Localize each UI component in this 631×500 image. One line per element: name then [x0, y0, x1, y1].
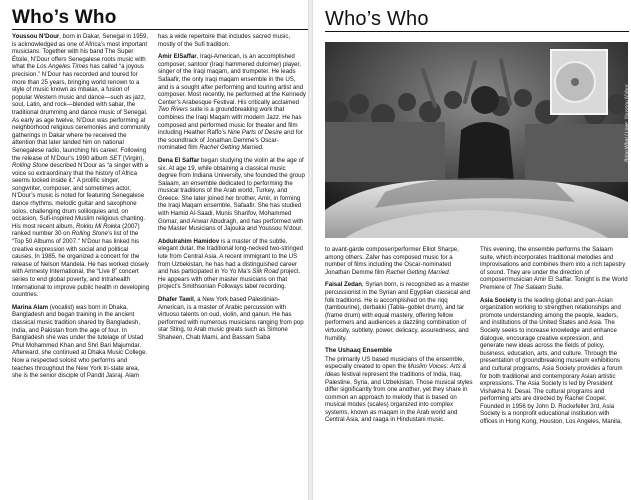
bio-marina-alam: Marina Alam (vocalist) was born in Dhaka, Bangladesh and began training in the ancient classical music tradition shared by Bangladesh, India, and Pakistan from the age of four. In Bangladesh she was under the tutelage of Ustad Phul Mohammed Khan and Shri Bari Majumdar. Afterward, she continued at Dhaka Music College. Now a respected soloist who performs and teaches throughout the New York tri-state area, she is the senior disciple of Pandit Jasraj. Alam	[12, 303, 148, 380]
about-asia-society: Asia Society is the leading global and pan-Asian organization working to strengthen relationships and promote understanding among the people, leaders, and institutions of the United States and Asia. The Society seeks to increase knowledge and enhance dialogue, encourage creative expression, and generate new ideas across the fields of policy, business, education, arts, and culture. Through the presentation of groundbreaking museum exhibitions and cultural programs, Asia Society provides a forum for both traditional and contemporary Asian artistic expressions. The Asia Society is led by President Vishakha N. Desai. The cultural programs and performing arts are directed by Rachel Cooper. Founded in 1956 by John D. Rockefeller 3rd, Asia Society is a nonprofit educational institution with offices in Hong Kong, Houston, Los Angeles, Manila,	[480, 296, 623, 426]
bio-dhafer-tawil: Dhafer Tawil, a New York based Palestinian-American, is a master of Arabic percussion with virtuoso talents on oud, violin, and qanun. He has performed with numerous musicians ranging from pop star Sting, to Arab music greats such as Simone Shaheen, Chab Mami, and Bassam Saba	[158, 296, 304, 341]
bio-abdulrahim-hamidov: Abdulrahim Hamidov is a master of the subtle, elegant dutar, the traditional long-necked two-stringed lute from Central Asia. A recent immigrant to the US from Uzbekistan, he has had a distinguished career and has participated in Yo Yo Ma’s Silk Road project. He appears with other master musicians on that project’s Smithsonian Folkways label recording.	[158, 237, 303, 291]
bio-youssou-ndour: Youssou N’Dour, born in Dakar, Senegal in 1959, is acknowledged as one of Africa’s most important musicians. Together with his band The Super Étoile, N’Dour offers Senegalese roots music with what the Los Angeles Times has called “a joyous precision.” N’Dour has recorded and toured for more than 25 years, bringing world renown to a style of music known as mbalax, a fusion of popular Western music and dance—such as jazz, soul, Latin, and rock—blended with sabar, the traditional drumming and dance music of Senegal. As early as age twelve, N’Dour was performing at neighborhood religious ceremonies and community gatherings in Dakar where he received the attention that later landed him on national Senegalese radio, launching his career. Following the release of N’Dour’s 1990 album SET (Virgin), Rolling Stone described N’Dour as “a singer with a voice so extraordinary that the history of Africa seems locked inside it.” A prolific singer, songwriter, composer, and sometimes actor, N’Dour’s music is noted for featuring Senegalese dance rhythms, melodic guitar and saxophone solos, challenging drum soliloquies and, on occasion, Sufi-inspired Muslim religious chanting. His most recent album, Rokku Mi Rokka (2007) ranked number 30 on Rolling Stone’s list of the “Top 50 Albums of 2007.” N’Dour has linked his creative expression with social and political causes. In 1985, he organized a concert for the release of Nelson Mandela. He has worked closely with Amnesty International, the “Live 8” concert series to end global poverty, and Intrahealth International to improve public health in developing countries.	[12, 33, 150, 299]
right-column-2	[480, 246, 628, 499]
bio-dena-el-saffar: Dena El Saffar began studying the violin at the age of six. At age 19, while obtaining a classical music degree from Indiana University, she founded the group Salaam, an ensemble dedicated to performing the musical traditions of the Arab world, Turkey, and Greece. She later joined her brother, Amir, in forming the Iraqi Maqam ensemble, Safaafir. She has studied with Hamid Al-Saadi, Munis Sharifov, Mohammed Gomar, and Anwar Abudragh, and has performed with the Master Musicians of Jajouka and Youssou N’dour.	[158, 156, 305, 233]
photo-credit: Bring What I Love: Youssou N’dour	[625, 84, 631, 162]
bio-marina-alam-cont: has a wide repertoire that includes sacred music, mostly of the Sufi tradition.	[158, 33, 291, 48]
concert-photo	[325, 42, 631, 238]
left-page	[0, 0, 308, 500]
ushaaq-description-cont: This evening, the ensemble performs the Salaam suite, which incorporates traditional melodies and improvisations and combines them into a rich tapestry of sound. They are under the direction of composer/musician Amir El Saffar. Tonight is the World Premiere of The Salaam Suite.	[480, 246, 628, 291]
right-page	[313, 0, 629, 500]
right-column-1	[325, 246, 475, 499]
bio-faisal-zedan: Faisal Zedan, Syrian born, is recognized as a master percussionist in the Syrian and Egyptian classical and folk traditions. He is accomplished on the riqq (tambourine), derbakki (Tabla–goblet drum), and tar (frame drum) with equal mastery, offering fellow performers and audiences a dazzling combination of virtuosity, subtlety, power, delicacy, assuredness, and humility.	[325, 281, 470, 342]
page-heading: Who’s Who	[12, 7, 117, 28]
left-column-2	[158, 33, 306, 499]
page-heading: Who’s Who	[325, 8, 429, 30]
ushaaq-description: The primarily US based musicians of the ensemble, especially created to open the Muslim Voices: Arts & Ideas festival represent the traditions of India, Iraq, Palestine, Syria, and Uzbekistan. Those musical styles differ significantly from one another, yet they share in common an approach to melody that is based on musical modes (scales) organized into complex systems, known as maqam in the Arab world and Central Asia, and raaga in Hindustani music.	[325, 355, 473, 424]
heading-rule	[325, 31, 629, 32]
concert-photo-image	[325, 42, 628, 238]
bio-dhafer-tawil-cont: to avant-garde composer/performer Elliot Sharpe, among others. Zafer has composed music for a number of films including the Oscar-nominated Jonathan Demme film Rachel Getting Married.	[325, 246, 459, 276]
heading-rule	[12, 29, 308, 30]
left-column-1	[12, 33, 150, 499]
ushaaq-heading: The Ushaaq Ensemble	[325, 347, 393, 355]
bio-amir-elsaffar: Amir ElSaffar, Iraqi-American, is an accomplished composer, santoor (Iraqi hammered dulcimer) player, singer of the Iraqi maqam, and trumpeter. He leads Safaafir, the only Iraqi maqam ensemble in the US, and is a sought after performing and touring artist and composer. Most recently, he performed at the Kennedy Center’s Arabesque Festival. His critically acclaimed Two Rivers suite is a groundbreaking work that combines the Iraqi Maqam with modern Jazz. He has composed and performed music for theater and film including Heather Raffo’s Nine Parts of Desire and for the soundtrack of Jonathan Demme’s Oscar-nominated film Rachel Getting Married.	[158, 53, 306, 152]
